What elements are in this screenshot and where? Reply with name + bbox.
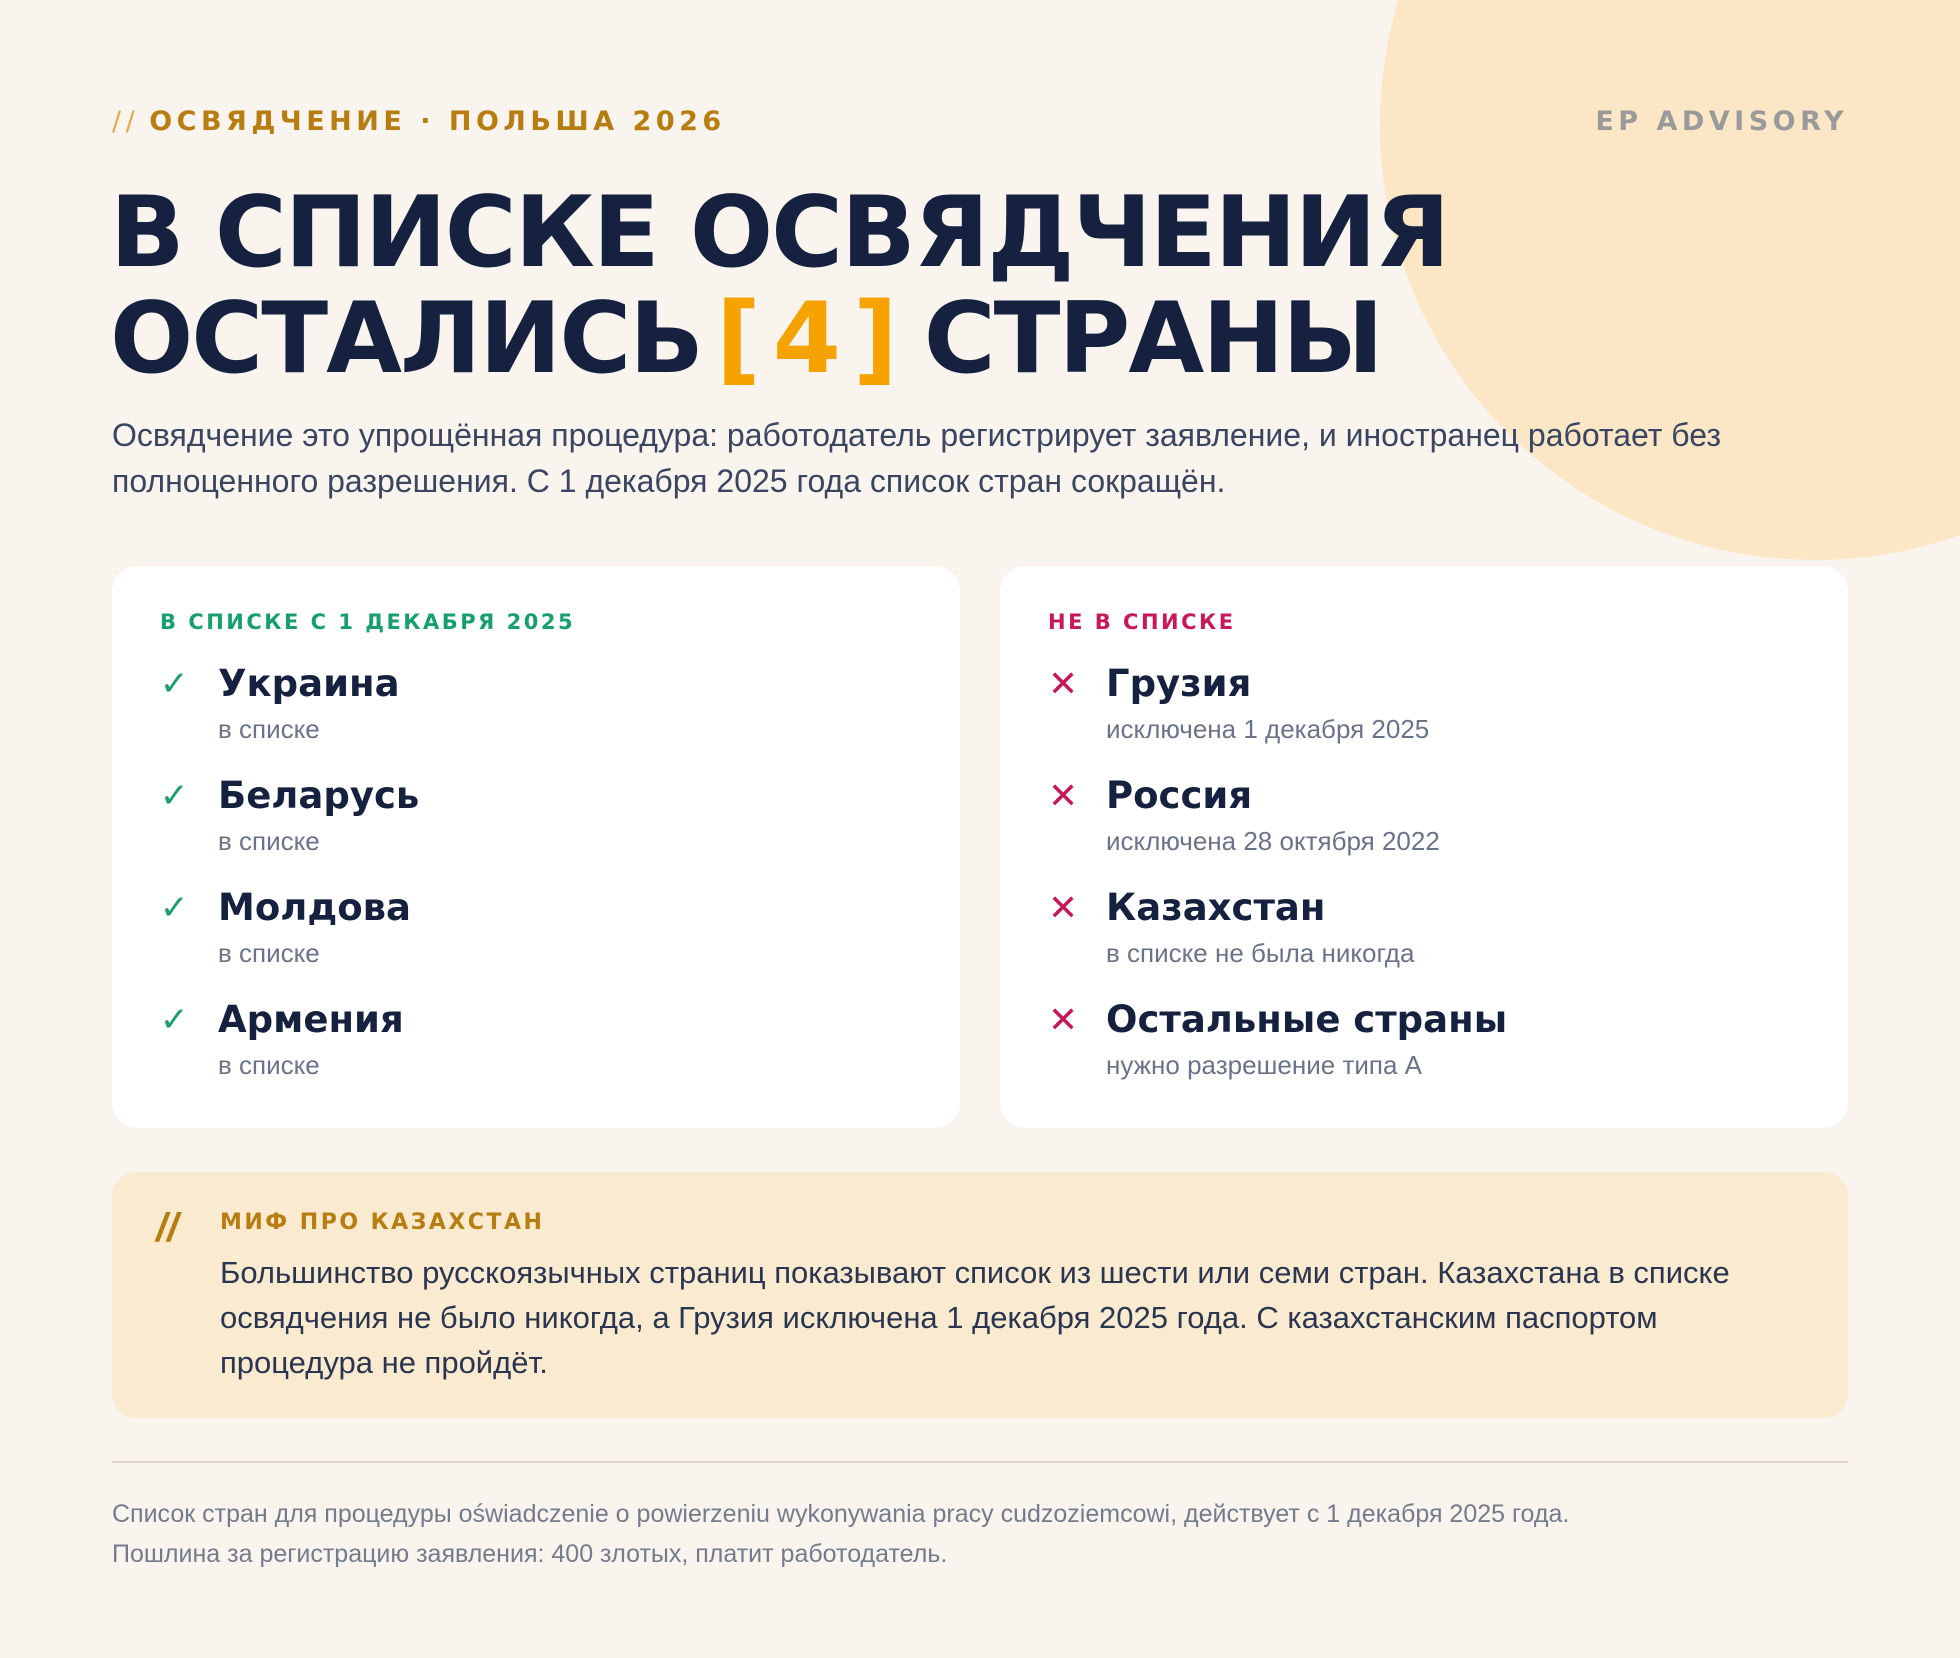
list-item <box>1046 996 1802 1108</box>
cross-icon: ✕ <box>1048 663 1079 704</box>
eyebrow <box>112 106 726 137</box>
check-icon: ✓ <box>160 777 189 815</box>
eyebrow-slashes: // <box>112 106 140 137</box>
list-item <box>1046 884 1802 996</box>
country-name: Молдова <box>218 886 412 929</box>
list-item <box>158 996 914 1108</box>
myth-callout <box>112 1172 1848 1418</box>
country-name: Украина <box>218 662 400 705</box>
country-name: Остальные страны <box>1106 998 1508 1041</box>
cross-icon: ✕ <box>1048 775 1079 816</box>
country-status: в списке <box>218 826 320 856</box>
country-status: в списке не была никогда <box>1106 938 1415 968</box>
myth-text: Большинство русскоязычных страниц показывают список из шести или семи стран. Казахстана в списке освядчения не было никогда, а Грузия исключена 1 декабря 2025 года. С казахстанским паспортом процедура не пройдёт. <box>220 1255 1730 1380</box>
cross-icon: ✕ <box>1048 887 1079 928</box>
in-list-card <box>112 566 960 1128</box>
country-status: в списке <box>218 938 320 968</box>
eyebrow-text: ОСВЯДЧЕНИЕ · ПОЛЬША 2026 <box>149 106 726 137</box>
list-item <box>1046 660 1802 772</box>
country-status: в списке <box>218 714 320 744</box>
cross-icon: ✕ <box>1048 999 1079 1040</box>
footer-note <box>112 1494 1848 1574</box>
check-icon: ✓ <box>160 889 189 927</box>
quote-slashes-icon: // <box>156 1206 179 1250</box>
myth-label: МИФ ПРО КАЗАХСТАН <box>220 1210 545 1235</box>
title-line2-before: ОСТАЛИСЬ <box>110 282 702 396</box>
page-title <box>110 176 1449 396</box>
not-in-list-label: НЕ В СПИСКЕ <box>1048 610 1236 634</box>
list-item <box>158 772 914 884</box>
footer-line2: Пошлина за регистрацию заявления: 400 злотых, платит работодатель. <box>112 1540 948 1568</box>
in-list-label: В СПИСКЕ С 1 ДЕКАБРЯ 2025 <box>160 610 576 634</box>
country-status: исключена 1 декабря 2025 <box>1106 714 1430 744</box>
country-status: исключена 28 октября 2022 <box>1106 826 1440 856</box>
title-line2-after: СТРАНЫ <box>923 282 1382 396</box>
not-in-list-card <box>1000 566 1848 1128</box>
divider <box>112 1461 1848 1463</box>
country-name: Казахстан <box>1106 886 1326 929</box>
country-name: Россия <box>1106 774 1253 817</box>
intro-text: Освядчение это упрощённая процедура: работодатель регистрирует заявление, и иностранец работает без полноценного разрешения. С 1 декабря 2025 года список стран сокращён. <box>112 417 1722 499</box>
country-status: в списке <box>218 1050 320 1080</box>
list-item <box>158 660 914 772</box>
check-icon: ✓ <box>160 665 189 703</box>
title-number: [4] <box>715 282 910 396</box>
footer-line1: Список стран для процедуры oświadczenie o powierzeniu wykonywania pracy cudzoziemcowi, действует с 1 декабря 2025 года. <box>112 1500 1570 1528</box>
list-item <box>1046 772 1802 884</box>
title-line1: В СПИСКЕ ОСВЯДЧЕНИЯ <box>110 176 1449 290</box>
check-icon: ✓ <box>160 1001 189 1039</box>
country-status: нужно разрешение типа А <box>1106 1050 1422 1080</box>
country-name: Грузия <box>1106 662 1252 705</box>
list-item <box>158 884 914 996</box>
country-name: Беларусь <box>218 774 420 817</box>
brand-name: EP ADVISORY <box>1595 106 1848 137</box>
country-name: Армения <box>218 998 404 1041</box>
